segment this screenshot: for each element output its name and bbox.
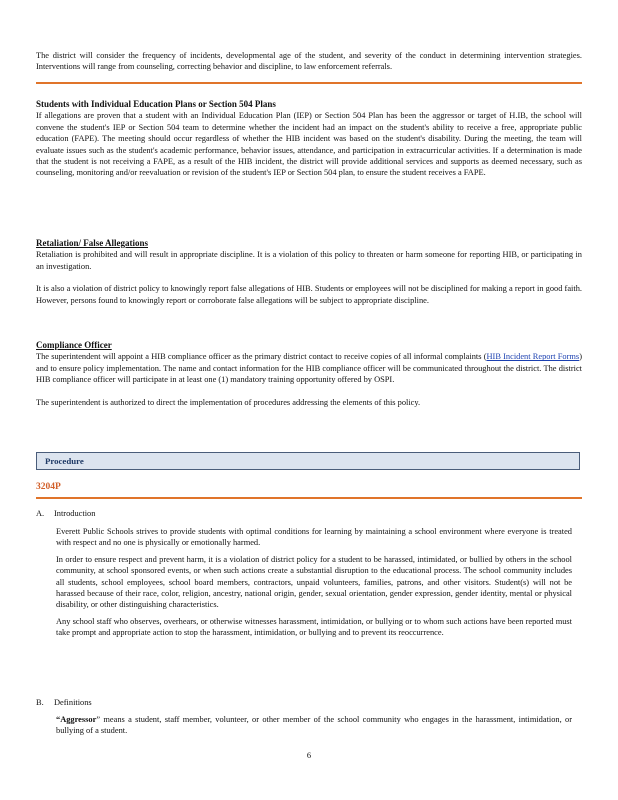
section-b-title: Definitions (54, 698, 92, 707)
retaliation-para-2: It is also a violation of district policy to knowingly report false allegations of HIB. Students or employees will not be disciplined for making a report in good faith. However, persons found to knowingly report or corroborate false allegations will be subject to appropriate discipline. (36, 284, 582, 305)
aggressor-definition (56, 714, 572, 737)
retaliation-section (36, 238, 582, 306)
compliance-heading: Compliance Officer (36, 340, 112, 350)
section-a-para-3: Any school staff who observes, overhears, or otherwise witnesses harassment, intimidation, or bullying or to whom such actions have been reported must take prompt and appropriate action to stop the harassment, intimidation, or bullying and to prevent its reoccurrence. (56, 616, 572, 638)
compliance-section (36, 340, 582, 408)
section-a-body (56, 526, 572, 639)
procedure-label: Procedure (45, 456, 84, 466)
compliance-para-2: The superintendent is authorized to direct the implementation of procedures addressing the elements of this policy. (36, 397, 421, 407)
retaliation-para-1: Retaliation is prohibited and will result in appropriate discipline. It is a violation of this policy to threaten or harm someone for reporting HIB, or participating in an investigation. (36, 250, 582, 271)
iep-body: If allegations are proven that a student with an Individual Education Plan (IEP) or Section 504 Plan has been the aggressor or target of H.IB, the school will convene the student's IEP or Section 504 team to determine whether the incident had an impact on the student's ability to receive a free, appropriate public education (FAPE). The meeting should occur regardless of whether the HIB incident was based on the student's disability. During the meeting, the team will evaluate issues such as the student's academic performance, behavior issues, attendance, and participation in extracurricular activities. If a determination is made that the student is not receiving a FAPE, as a result of the HIB incident, the district will provide additional services and supports as deemed necessary, such as counseling, monitoring and/or reevaluation or revision of the student's IEP or Section 504 plan, to ensure the student receives a FAPE. (36, 111, 582, 178)
section-a-header (36, 509, 95, 518)
page-number: 6 (306, 751, 312, 760)
procedure-divider (36, 497, 582, 499)
section-a-para-1: Everett Public Schools strives to provide students with optimal conditions for learning by maintaining a school environment where everyone is treated with respect and no one is physically or emotionally harmed. (56, 527, 572, 548)
section-divider (36, 82, 582, 84)
section-a-title: Introduction (54, 509, 96, 518)
compliance-text-after: ) and to ensure policy implementation. The name and contact information for the HIB compliance officer will be communicated throughout the district. The district HIB compliance officer will participate in at least one (1) mandatory training opportunity offered by OSPI. (36, 352, 582, 385)
retaliation-heading: Retaliation/ False Allegations (36, 238, 148, 248)
intro-text: The district will consider the frequency of incidents, developmental age of the student, and severity of the conduct in determining intervention strategies. Interventions will range from counseling, correcting behavior and discipline, to law enforcement referrals. (36, 51, 582, 72)
compliance-para-1 (36, 351, 582, 385)
section-b-header (36, 698, 92, 707)
section-b-letter: B. (36, 698, 44, 707)
procedure-box (36, 452, 580, 470)
section-b-body (56, 714, 572, 737)
iep-heading: Students with Individual Education Plans or Section 504 Plans (36, 99, 276, 109)
compliance-text-before: The superintendent will appoint a HIB compliance officer as the primary district contact to receive copies of all informal complaints ( (36, 352, 487, 362)
section-a-para-2: In order to ensure respect and prevent harm, it is a violation of district policy for a student to be harassed, intimidated, or bullied by others in the school community, at school sponsored events, or when such actions create a substantial disruption to the educational process. The school community includes all students, school employees, school board members, contractors, unpaid volunteers, families, patrons, and other visitors. Student(s) will not be harassed because of their race, color, religion, ancestry, national origin, gender, sexual orientation, gender expression, gender identity, mental or physical disability, or other distinguishing characteristics. (56, 554, 572, 610)
section-a-letter: A. (36, 509, 45, 518)
procedure-code: 3204P (36, 482, 61, 492)
intro-paragraph (36, 50, 582, 73)
iep-section (36, 99, 582, 179)
aggressor-definition-text: ” means a student, staff member, volunteer, or other member of the school community who engages in the harassment, intimidation, or bullying of a student. (56, 715, 572, 736)
aggressor-term: “Aggressor (56, 715, 97, 724)
hib-report-forms-link[interactable]: HIB Incident Report Forms (486, 352, 580, 362)
